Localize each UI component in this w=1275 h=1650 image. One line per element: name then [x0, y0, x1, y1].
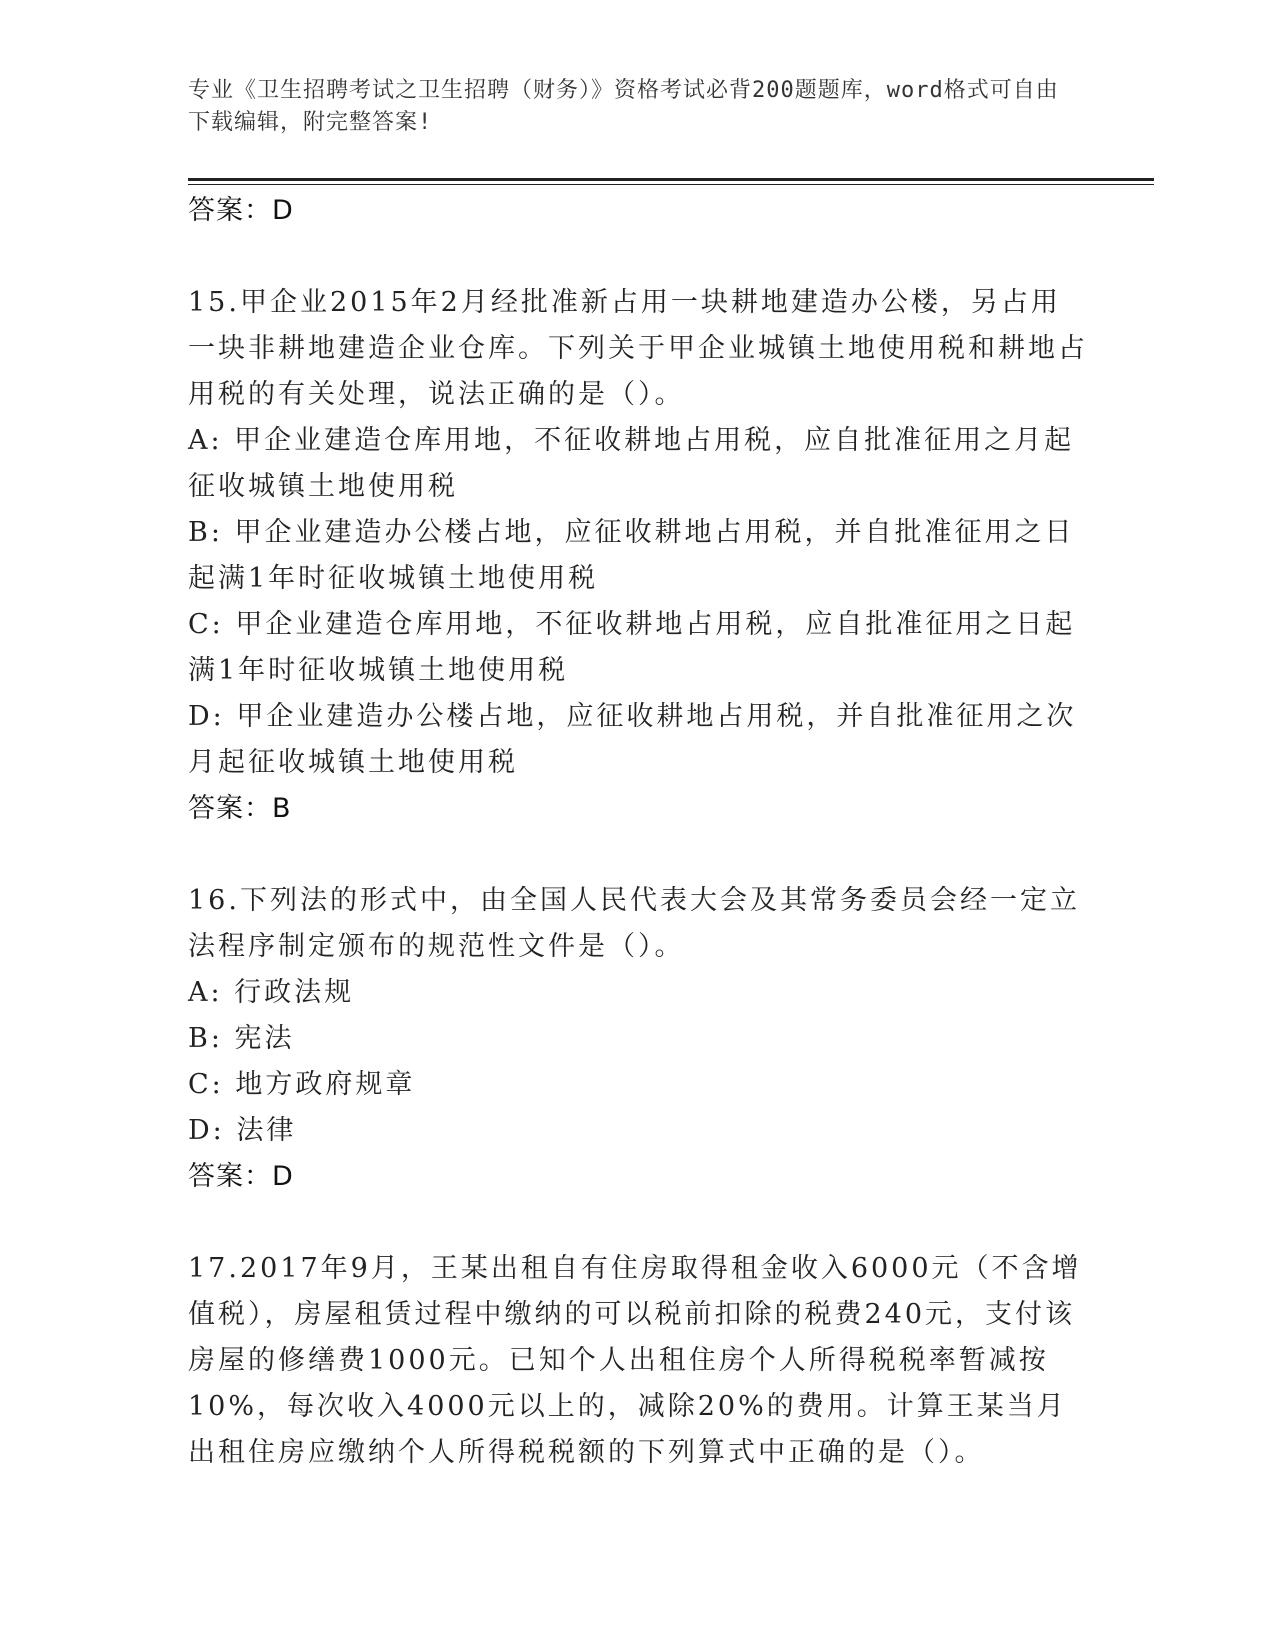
option-d: D: 甲企业建造办公楼占地，应征收耕地占用税，并自批准征用之次月起征收城镇土地使用税 [188, 701, 1077, 778]
option-c: C: 甲企业建造仓库用地，不征收耕地占用税，应自批准征用之日起满1年时征收城镇土地使用税 [188, 609, 1076, 686]
option-b: B: 宪法 [188, 1023, 295, 1054]
question-stem: 15.甲企业2015年2月经批准新占用一块耕地建造办公楼，另占用一块非耕地建造企业仓库。下列关于甲企业城镇土地使用税和耕地占用税的有关处理，说法正确的是（）。 [188, 287, 1088, 410]
option-b: B: 甲企业建造办公楼占地，应征收耕地占用税，并自批准征用之日起满1年时征收城镇土地使用税 [188, 517, 1075, 594]
question-stem: 17.2017年9月，王某出租自有住房取得租金收入6000元（不含增值税），房屋租赁过程中缴纳的可以税前扣除的税费240元，支付该房屋的修缮费1000元。已知个人出租住房个人所得税税率暂减按10%，每次收入4000元以上的，减除20%的费用。计算王某当月出租住房应缴纳个人所得税税额的下列算式中正确的是（）。 [188, 1253, 1082, 1468]
option-a: A: 行政法规 [188, 977, 355, 1008]
option-a: A: 甲企业建造仓库用地，不征收耕地占用税，应自批准征用之月起征收城镇土地使用税 [188, 425, 1075, 502]
answer-line: 答案：B [188, 793, 292, 824]
header-rule-thin [188, 184, 1154, 185]
question-15 [188, 280, 1088, 832]
question-stem: 16.下列法的形式中，由全国人民代表大会及其常务委员会经一定立法程序制定颁布的规范性文件是（）。 [188, 885, 1080, 962]
option-c: C: 地方政府规章 [188, 1069, 416, 1100]
document-header: 专业《卫生招聘考试之卫生招聘（财务）》资格考试必背200题题库，word格式可自由下载编辑，附完整答案! [188, 78, 1059, 135]
question-17 [188, 1246, 1088, 1476]
document-body [188, 188, 1088, 1476]
header-rule-thick [188, 178, 1154, 181]
answer-line: 答案：D [188, 1161, 294, 1192]
question-16 [188, 878, 1088, 1200]
option-d: D: 法律 [188, 1115, 297, 1146]
answer-line: 答案：D [188, 195, 294, 226]
